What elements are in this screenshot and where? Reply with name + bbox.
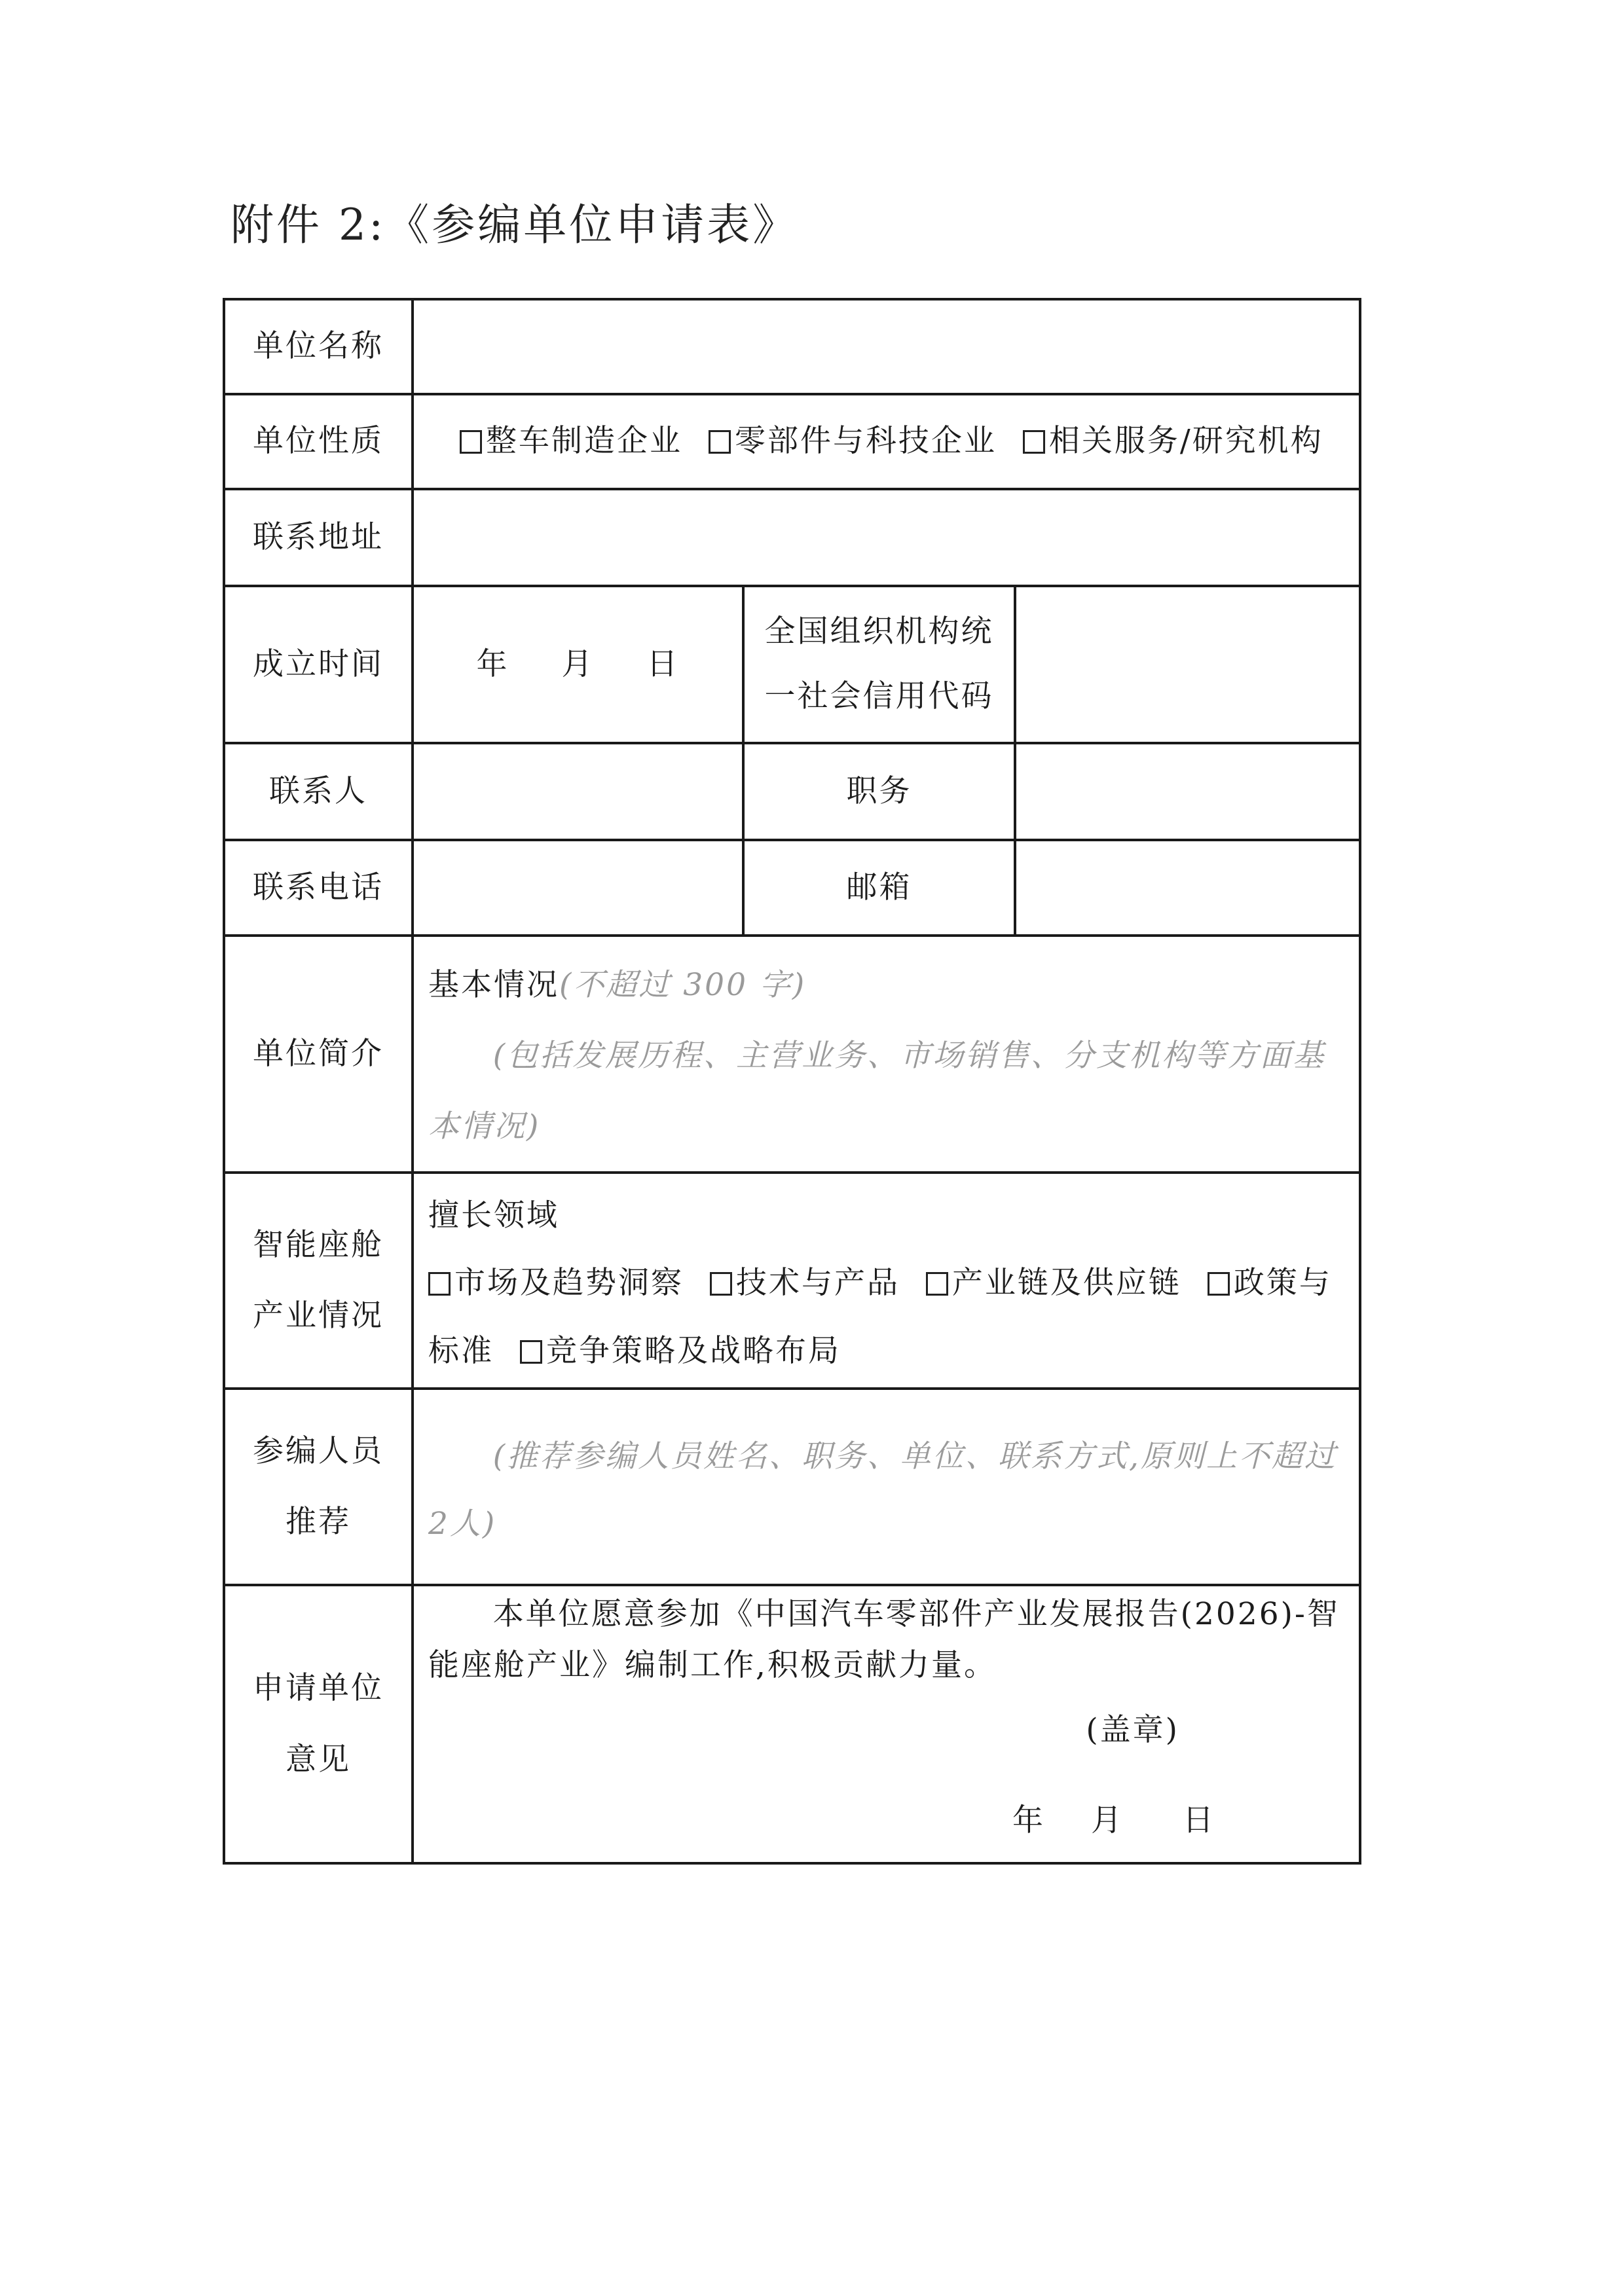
checkbox-icon[interactable]: [1023, 430, 1045, 454]
recommend-hint: (推荐参编人员姓名、职务、单位、联系方式,原则上不超过2人): [428, 1438, 1337, 1542]
email-label: 邮箱: [743, 840, 1015, 936]
opinion-label: 申请单位 意见: [224, 1585, 413, 1863]
checkbox-icon[interactable]: [428, 1272, 451, 1296]
row-contact: [224, 743, 1360, 840]
field-option-supply-chain[interactable]: 产业链及供应链: [926, 1265, 1181, 1301]
contact-field[interactable]: [413, 743, 743, 840]
field-option-market[interactable]: 市场及趋势洞察: [428, 1265, 684, 1301]
opinion-date[interactable]: 年 月 日: [1012, 1802, 1216, 1838]
unit-name-field[interactable]: [413, 299, 1360, 394]
profile-label: 单位简介: [224, 936, 413, 1173]
row-founded: [224, 586, 1360, 743]
row-opinion: [224, 1585, 1360, 1863]
unit-name-label: 单位名称: [224, 299, 413, 394]
row-profile: [224, 936, 1360, 1173]
row-unit-nature: [224, 394, 1360, 489]
industry-options: [428, 1249, 1350, 1385]
checkbox-icon[interactable]: [1208, 1272, 1230, 1296]
phone-label: 联系电话: [224, 840, 413, 936]
profile-field[interactable]: [413, 936, 1360, 1173]
address-field[interactable]: [413, 489, 1360, 586]
checkbox-icon[interactable]: [710, 1272, 732, 1296]
nature-option-vehicle[interactable]: 整车制造企业: [460, 423, 682, 459]
checkbox-icon[interactable]: [926, 1272, 948, 1296]
seal-text: (盖章): [1086, 1712, 1180, 1749]
document-title: 附件 2:《参编单位申请表》: [231, 200, 799, 250]
field-option-strategy[interactable]: 竞争策略及战略布局: [520, 1333, 841, 1369]
unit-nature-options: [413, 394, 1360, 489]
industry-label: 智能座舱 产业情况: [224, 1173, 413, 1389]
recommend-label: 参编人员 推荐: [224, 1389, 413, 1585]
contact-label: 联系人: [224, 743, 413, 840]
address-label: 联系地址: [224, 489, 413, 586]
email-field[interactable]: [1015, 840, 1360, 936]
profile-heading: 基本情况(不超过 300 字): [428, 967, 807, 1003]
founded-date-field[interactable]: 年 月 日: [413, 586, 743, 743]
industry-heading: 擅长领域: [428, 1197, 559, 1233]
nature-option-parts-tech[interactable]: 零部件与科技企业: [709, 423, 997, 459]
credit-code-field[interactable]: [1015, 586, 1360, 743]
row-address: [224, 489, 1360, 586]
row-recommend: [224, 1389, 1360, 1585]
field-option-tech[interactable]: 技术与产品: [710, 1265, 900, 1301]
field-option-policy[interactable]: 政策与标准: [428, 1265, 1332, 1369]
founded-label: 成立时间: [224, 586, 413, 743]
nature-option-service-research[interactable]: 相关服务/研究机构: [1023, 423, 1323, 459]
position-label: 职务: [743, 743, 1015, 840]
industry-field: [413, 1173, 1360, 1389]
opinion-statement: 本单位愿意参加《中国汽车零部件产业发展报告(2026)-智能座舱产业》编制工作,积极贡献力量。: [428, 1596, 1340, 1683]
credit-code-label: 全国组织机构统 一社会信用代码: [743, 586, 1015, 743]
recommend-field[interactable]: [413, 1389, 1360, 1585]
checkbox-icon[interactable]: [520, 1340, 542, 1364]
opinion-field: [413, 1585, 1360, 1863]
row-unit-name: [224, 299, 1360, 394]
application-form-table: [223, 298, 1361, 1865]
unit-nature-label: 单位性质: [224, 394, 413, 489]
row-phone: [224, 840, 1360, 936]
profile-hint: (包括发展历程、主营业务、市场销售、分支机构等方面基本情况): [428, 1038, 1326, 1145]
checkbox-icon[interactable]: [460, 430, 482, 454]
row-industry: [224, 1173, 1360, 1389]
checkbox-icon[interactable]: [709, 430, 731, 454]
phone-field[interactable]: [413, 840, 743, 936]
position-field[interactable]: [1015, 743, 1360, 840]
profile-heading-hint: (不超过 300 字): [559, 967, 807, 1003]
